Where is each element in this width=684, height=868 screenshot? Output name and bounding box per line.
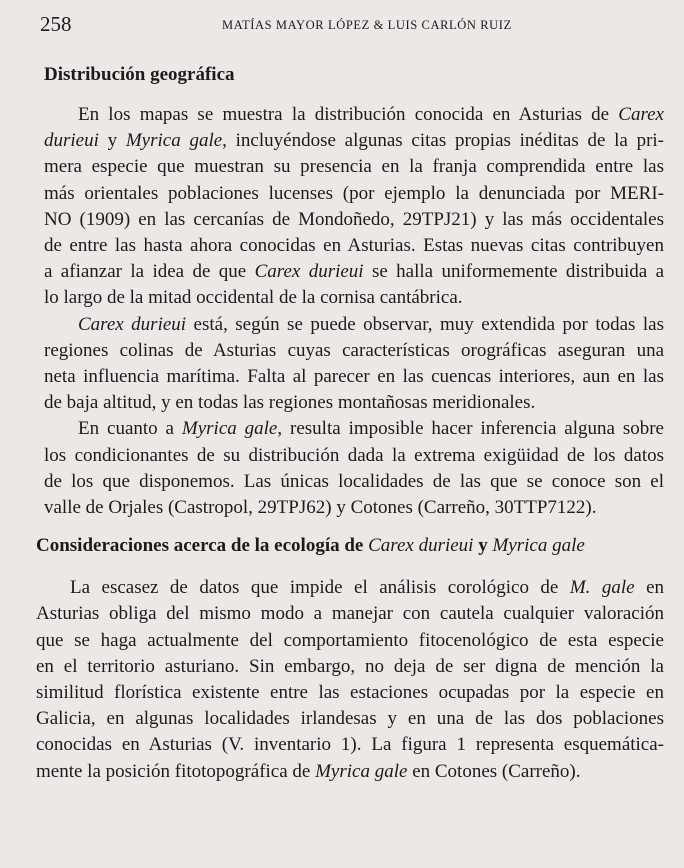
paragraph xyxy=(44,416,664,521)
text-line: más orientales poblaciones lucenses (por ejemplo la denunciada por MERI- xyxy=(44,182,664,204)
text-line: Asturias obliga del mismo modo a manejar con cautela cualquier valoración xyxy=(36,603,664,625)
text-line: similitud florística existente entre las estaciones ocupadas por la especie en xyxy=(36,682,664,704)
text-line: En cuanto a Myrica gale, resulta imposible hacer inferencia alguna sobre xyxy=(78,418,664,440)
text-line: mera especie que muestran su presencia en la franja comprendida entre las xyxy=(44,156,664,178)
text-line: durieui y Myrica gale, incluyéndose algunas citas propias inéditas de la pri- xyxy=(44,130,665,152)
text-line: a afianzar la idea de que Carex durieui se halla uniformemente distribuida a xyxy=(44,261,664,283)
text-line: valle de Orjales (Castropol, 29TPJ62) y Cotones (Carreño, 30TTP7122). xyxy=(44,497,597,519)
text-line: lo largo de la mitad occidental de la cornisa cantábrica. xyxy=(44,287,463,309)
text-line: Carex durieui está, según se puede observar, muy extendida por todas las xyxy=(78,313,664,335)
text-line: que se haga actualmente del comportamiento fitocenológico de esta especie xyxy=(36,629,664,651)
text-line: los condicionantes de su distribución dada la extrema exigüidad de los datos xyxy=(44,444,664,466)
page-number: 258 xyxy=(40,12,72,36)
text-line: mente la posición fitotopográfica de Myrica gale en Cotones (Carreño). xyxy=(36,760,581,782)
text-line: Galicia, en algunas localidades irlandesas y en una de las dos poblaciones xyxy=(36,708,664,730)
text-line: regiones colinas de Asturias cuyas características orográficas aseguran una xyxy=(44,339,664,361)
paragraph xyxy=(36,575,664,785)
text-line: de baja altitud, y en todas las regiones montañosas meridionales. xyxy=(44,392,536,414)
paragraph xyxy=(44,312,664,417)
text-line: de entre las hasta ahora conocidas en Asturias. Estas nuevas citas contribuyen xyxy=(44,235,664,257)
paragraph xyxy=(44,102,664,312)
bleed-through xyxy=(20,95,24,121)
page-header xyxy=(40,12,654,36)
running-head: MATÍAS MAYOR LÓPEZ & LUIS CARLÓN RUIZ xyxy=(222,18,512,32)
text-line: de los que disponemos. Las únicas localidades de las que se conoce son el xyxy=(44,470,664,492)
text-line: conocidas en Asturias (V. inventario 1). La figura 1 representa esquemática- xyxy=(36,734,664,756)
text-line: neta influencia marítima. Falta al parecer en las cuencas interiores, aun en las xyxy=(44,366,664,388)
text-line: en el territorio asturiano. Sin embargo, no deja de ser digna de mención la xyxy=(36,655,664,677)
section-heading-ecologia: Consideraciones acerca de la ecología de Carex durieui y Myrica gale xyxy=(36,535,585,557)
section-heading-distribucion: Distribución geográfica xyxy=(44,64,235,85)
text-line: NO (1909) en las cercanías de Mondoñedo, 29TPJ21) y las más occidentales xyxy=(44,208,664,230)
page-content xyxy=(36,62,664,785)
text-line: En los mapas se muestra la distribución conocida en Asturias de Carex xyxy=(78,104,664,125)
text-line: La escasez de datos que impide el análisis corológico de M. gale en xyxy=(70,577,664,599)
